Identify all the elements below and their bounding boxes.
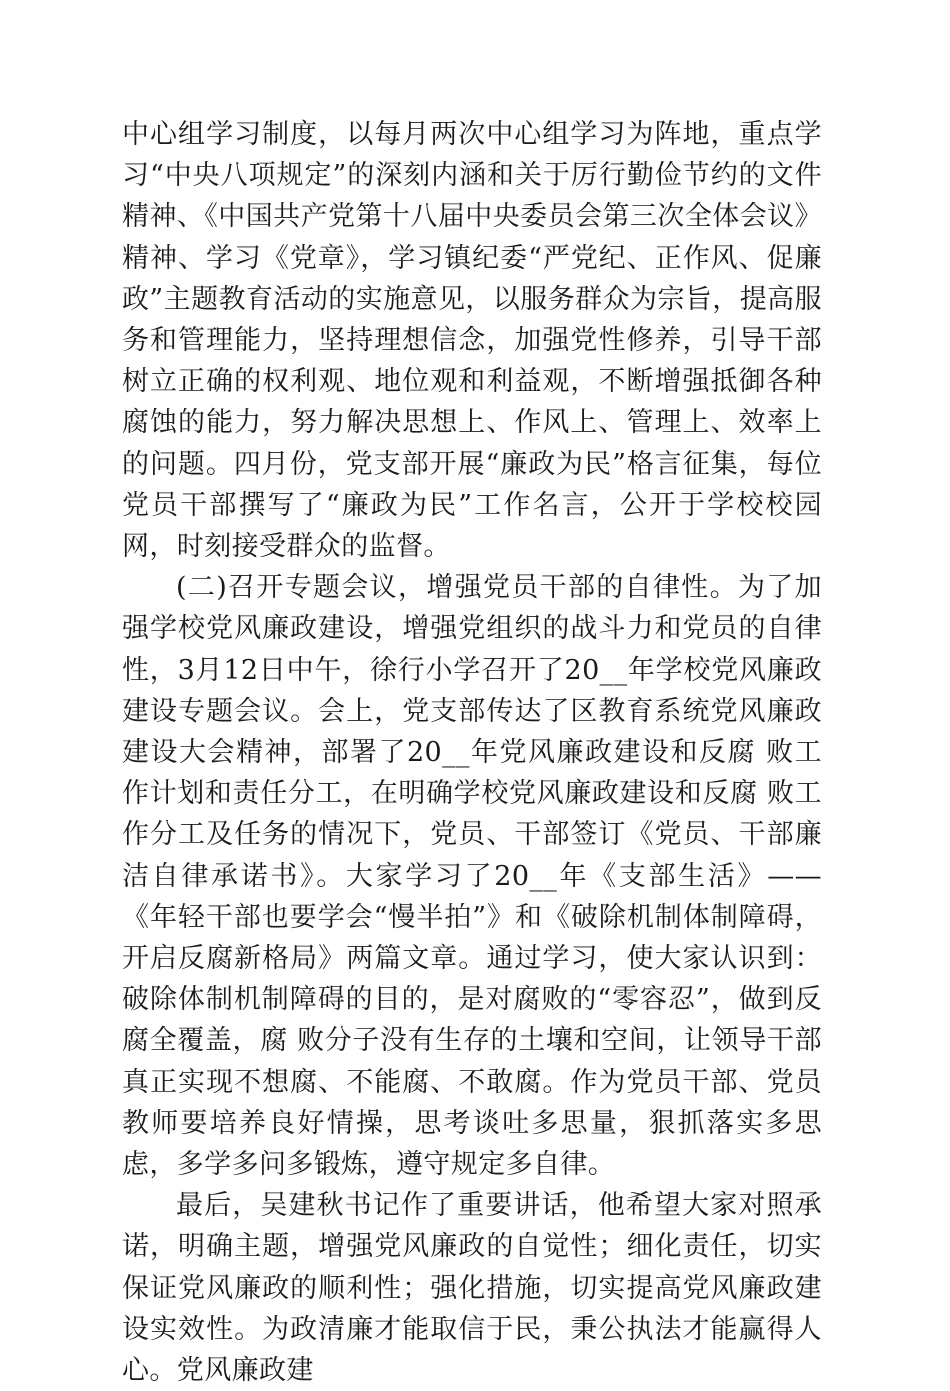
paragraph-secretary-speech: 最后，吴建秋书记作了重要讲话，他希望大家对照承诺，明确主题，增强党风廉政的自觉性；细化责任，切实保证党风廉政的顺利性；强化措施，切实提高党风廉政建设实效性。为政清廉才能取信于民，秉公执法才能赢得人心。党风廉政建 — [122, 1190, 822, 1387]
paragraph-study-system: 中心组学习制度，以每月两次中心组学习为阵地，重点学习“中央八项规定”的深刻内涵和关于厉行勤俭节约的文件精神、《中国共产党第十八届中央委员会第三次全体会议》精神、学习《党章》，学习镇纪委“严党纪、正作风、促廉政”主题教育活动的实施意见，以服务群众为宗旨，提高服务和管理能力，坚持理想信念，加强党性修养，引导干部树立正确的权利观、地位观和利益观，不断增强抵御各种腐蚀的能力，努力解决思想上、作风上、管理上、效率上的问题。四月份，党支部开展“廉政为民”格言征集，每位党员干部撰写了“廉政为民”工作名言，公开于学校校园网，时刻接受群众的监督。 — [122, 119, 822, 563]
paragraph-special-meeting: (二)召开专题会议，增强党员干部的自律性。为了加强学校党风廉政建设，增强党组织的战斗力和党员的自律性，3月12日中午，徐行小学召开了20__年学校党风廉政建设专题会议。会上，党支部传达了区教育系统党风廉政建设大会精神，部署了20__年党风廉政建设和反腐 败工作计划和责任分工，在明确学校党风廉政建设和反腐 败工作分工及任务的情况下，党员、干部签订《党员、干部廉洁自律承诺书》。大家学习了20__年《支部生活》——《年轻干部也要学会“慢半拍”》和《破除机制体制障碍，开启反腐新格局》两篇文章。通过学习，使大家认识到：破除体制机制障碍的目的，是对腐败的“零容忍”，做到反腐全覆盖，腐 败分子没有生存的土壤和空间，让领导干部真正实现不想腐、不能腐、不敢腐。作为党员干部、党员教师要培养良好情操，思考谈吐多思量，狠抓落实多思虑，多学多问多锻炼，遵守规定多自律。 — [122, 572, 822, 1181]
document-body — [122, 114, 822, 1391]
